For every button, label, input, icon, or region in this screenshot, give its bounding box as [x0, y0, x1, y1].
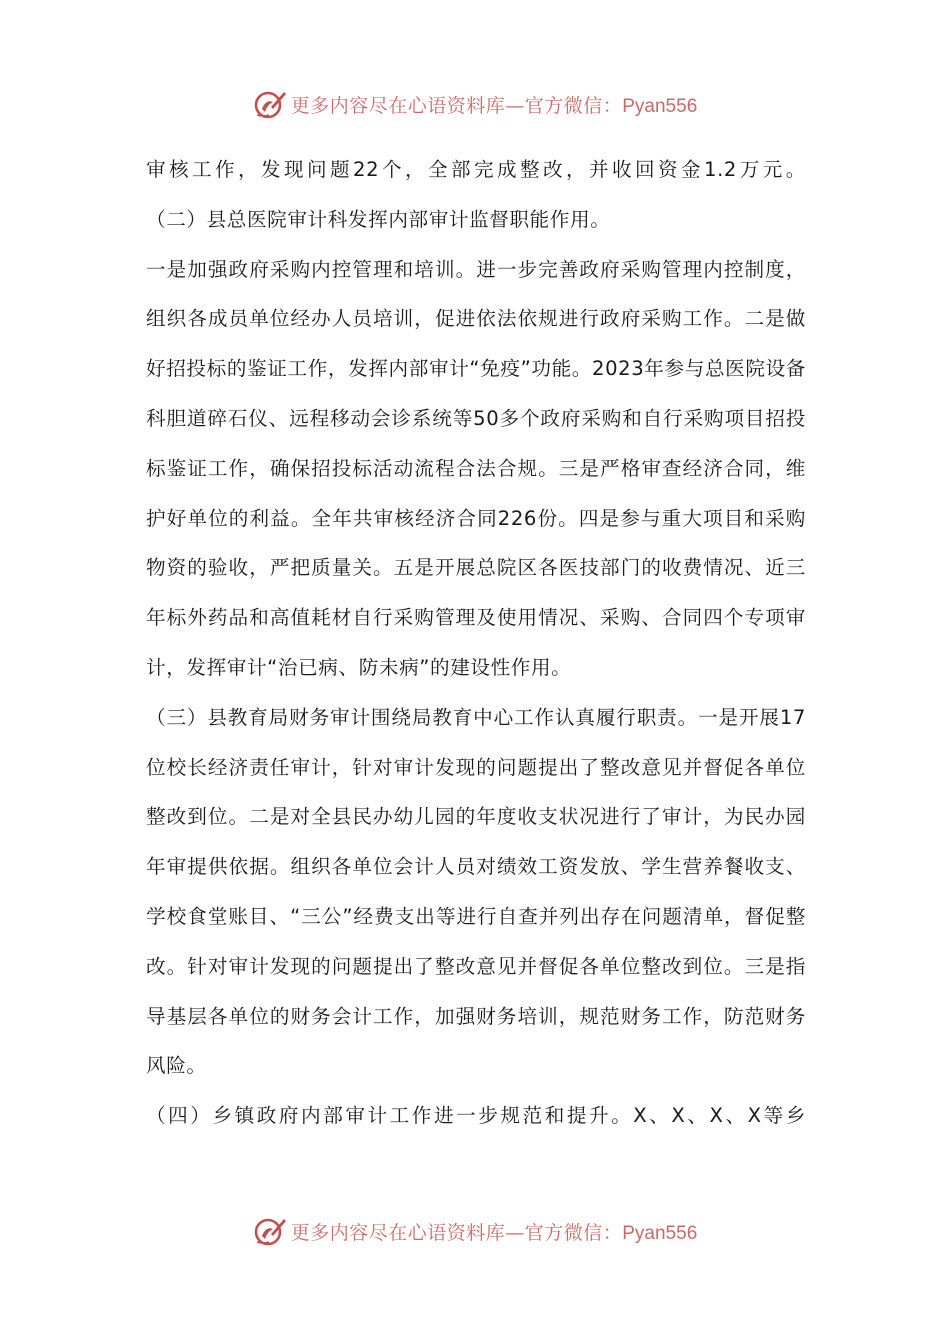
watermark-text: 更多内容尽在心语资料库—官方微信：Pyan556 [290, 1221, 698, 1244]
document-body [146, 145, 806, 1141]
pen-logo-icon [253, 87, 287, 121]
section-heading-4: （四）乡镇政府内部审计工作进一步规范和提升。X、X、X、X等乡 [146, 1104, 806, 1128]
section-heading-2: （二）县总医院审计科发挥内部审计监督职能作用。 [146, 207, 611, 231]
watermark-text: 更多内容尽在心语资料库—官方微信：Pyan556 [290, 94, 698, 117]
watermark-banner-top [0, 84, 950, 124]
paragraph-1: 审核工作，发现问题22个，全部完成整改，并收回资金1.2万元。 [146, 158, 806, 181]
paragraph-2: 一是加强政府采购内控管理和培训。进一步完善政府采购管理内控制度，组织各成员单位经办人员培训，促进依法依规进行政府采购工作。二是做好招投标的鉴证工作，发挥内部审计“免疫”功能。2023年参与总医院设备科胆道碎石仪、远程移动会诊系统等50多个政府采购和自行采购项目招投标鉴证工作，确保招投标活动流程合法合规。三是严格审查经济合同，维护好单位的利益。全年共审核经济合同226份。四是参与重大项目和采购物资的验收，严把质量关。五是开展总院区各医技部门的收费情况、近三年标外药品和高值耗材自行采购管理及使用情况、采购、合同四个专项审计，发挥审计“治已病、防未病”的建设性作用。 [146, 257, 806, 679]
watermark-banner-bottom [0, 1211, 950, 1251]
pen-logo-icon [253, 1214, 287, 1248]
section-heading-3: （三）县教育局财务审计围绕局教育中心工作认真履行职责。一是开展17位校长经济责任审计，针对审计发现的问题提出了整改意见并督促各单位整改到位。二是对全县民办幼儿园的年度收支状况进行了审计，为民办园年审提供依据。组织各单位会计人员对绩效工资发放、学生营养餐收支、学校食堂账目、“三公”经费支出等进行自查并列出存在问题清单，督促整改。针对审计发现的问题提出了整改意见并督促各单位整改到位。三是指导基层各单位的财务会计工作，加强财务培训，规范财务工作，防范财务风险。 [146, 705, 806, 1078]
